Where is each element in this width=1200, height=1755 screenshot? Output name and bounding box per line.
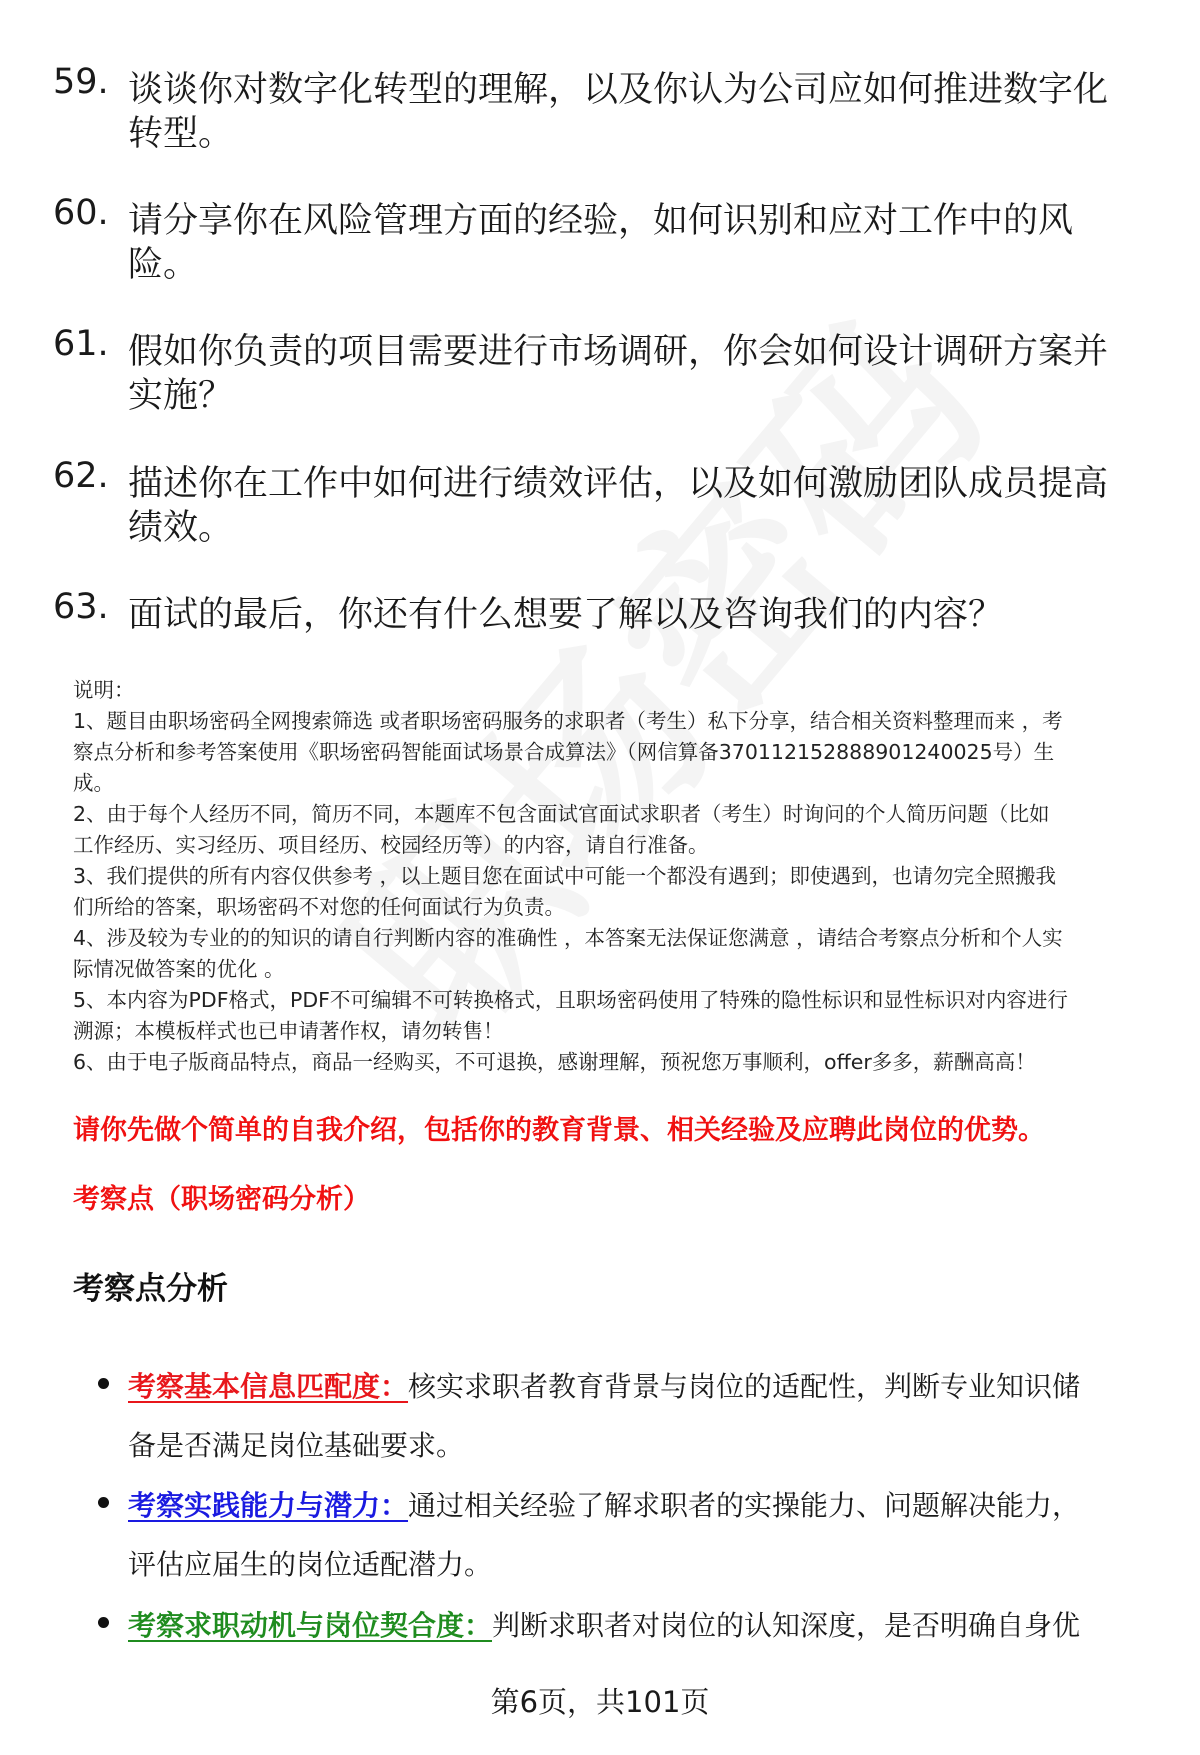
- note-line: 工作经历、实习经历、项目经历、校园经历等）的内容，请自行准备。: [73, 833, 709, 857]
- note-line: 溯源；本模板样式也已申请著作权，请勿转售！: [73, 1019, 504, 1043]
- page-footer: 第6页，共101页: [490, 1685, 710, 1719]
- note-line: 2、由于每个人经历不同，简历不同，本题库不包含面试官面试求职者（考生）时询问的个人简历问题（比如: [73, 802, 1050, 826]
- bullet-label: 考察实践能力与潜力：: [128, 1489, 409, 1522]
- bullet-text: 通过相关经验了解求职者的实操能力、问题解决能力，: [408, 1489, 1081, 1522]
- question-number: 59.: [53, 62, 109, 102]
- question-text: 转型。: [128, 114, 234, 154]
- note-line: 们所给的答案，职场密码不对您的任何面试行为负责。: [73, 895, 565, 919]
- question-number: 62.: [53, 456, 109, 496]
- note-line: 3、我们提供的所有内容仅供参考 ，以上题目您在面试中可能一个都没有遇到；即使遇到，也请勿完全照搬我: [73, 864, 1057, 888]
- bullet-text: 核实求职者教育背景与岗位的适配性，判断专业知识储: [408, 1370, 1081, 1403]
- bullet-icon: [98, 1378, 109, 1389]
- note-line: 5、本内容为PDF格式，PDF不可编辑不可转换格式，且职场密码使用了特殊的隐性标识和显性标识对内容进行: [73, 988, 1068, 1012]
- question-title: 请你先做个简单的自我介绍，包括你的教育背景、相关经验及应聘此岗位的优势。: [73, 1115, 1045, 1146]
- question-text: 实施？: [128, 376, 234, 416]
- bullet-icon: [98, 1617, 109, 1628]
- bullet-icon: [98, 1497, 109, 1508]
- question-number: 60.: [53, 193, 109, 233]
- bullet-text: 评估应届生的岗位适配潜力。: [128, 1548, 493, 1581]
- bullet-label: 考察基本信息匹配度：: [128, 1370, 409, 1403]
- note-line: 察点分析和参考答案使用《职场密码智能面试场景合成算法》（网信算备370112152888901240025号）生: [73, 740, 1055, 764]
- question-number: 63.: [53, 587, 109, 627]
- note-line: 1、题目由职场密码全网搜索筛选 或者职场密码服务的求职者（考生）私下分享，结合相关资料整理而来 ，考: [73, 709, 1063, 733]
- question-text: 绩效。: [128, 508, 234, 548]
- bullet-text: 备是否满足岗位基础要求。: [128, 1429, 465, 1462]
- bullet-label: 考察求职动机与岗位契合度：: [128, 1609, 493, 1642]
- question-text: 假如你负责的项目需要进行市场调研，你会如何设计调研方案并: [128, 332, 1109, 372]
- question-text: 面试的最后，你还有什么想要了解以及咨询我们的内容？: [128, 595, 1004, 635]
- question-text: 请分享你在风险管理方面的经验，如何识别和应对工作中的风: [128, 201, 1074, 241]
- question-number: 61.: [53, 324, 109, 364]
- note-line: 成。: [73, 771, 114, 795]
- analysis-label: 考察点（职场密码分析）: [73, 1184, 370, 1215]
- question-text: 险。: [128, 245, 199, 285]
- note-line: 4、涉及较为专业的的知识的请自行判断内容的准确性 ，本答案无法保证您满意 ，请结合考察点分析和个人实: [73, 926, 1063, 950]
- question-text: 描述你在工作中如何进行绩效评估，以及如何激励团队成员提高: [128, 464, 1109, 504]
- note-line: 际情况做答案的优化 。: [73, 957, 285, 981]
- notes-title: 说明：: [73, 678, 135, 702]
- question-text: 谈谈你对数字化转型的理解，以及你认为公司应如何推进数字化: [128, 70, 1109, 110]
- bullet-text: 判断求职者对岗位的认知深度，是否明确自身优: [492, 1609, 1081, 1642]
- watermark: [264, 252, 1035, 1090]
- section-title: 考察点分析: [73, 1271, 228, 1307]
- note-line: 6、由于电子版商品特点，商品一经购买，不可退换，感谢理解，预祝您万事顺利，offer多多，薪酬高高！: [73, 1050, 1036, 1074]
